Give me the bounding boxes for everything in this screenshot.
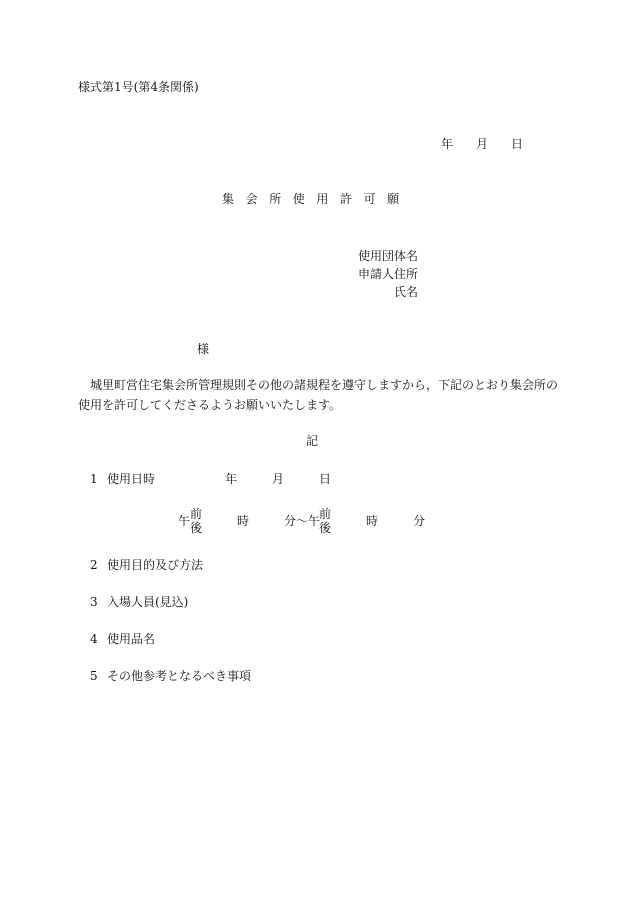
item1-number: 1 [90, 472, 98, 486]
title-char: 所 [269, 192, 282, 206]
item4-number: 4 [90, 632, 98, 646]
title-char: 可 [363, 192, 376, 206]
time-am-pm-stack2 [319, 507, 331, 535]
time-hour: 時 [237, 514, 250, 528]
form-number: 様式第1号(第4条関係) [78, 80, 199, 94]
title-char: 会 [245, 192, 258, 206]
title-char: 許 [339, 192, 352, 206]
item3-number: 3 [90, 595, 98, 609]
applicant-name-label: 氏名 [394, 285, 419, 299]
item1-label: 使用日時 [107, 472, 156, 486]
item2-label: 使用目的及び方法 [107, 558, 204, 572]
time-ato: 後 [190, 521, 203, 535]
title-char: 用 [316, 192, 329, 206]
time-zen: 前 [190, 507, 203, 521]
time-go2: 午 [308, 514, 321, 528]
time-am-pm-stack [190, 507, 202, 535]
time-zen2: 前 [319, 507, 332, 521]
body-text-line2: 使用を許可してくださるようお願いいたします。 [78, 398, 342, 412]
body-text-line1: 城里町営住宅集会所管理規則その他の諸規程を遵守しますから，下記のとおり集会所の [90, 378, 559, 392]
date-year: 年 [441, 137, 454, 151]
applicant-address-label: 申請人住所 [358, 267, 419, 281]
item1-year: 年 [225, 472, 238, 486]
item1-day: 日 [319, 472, 332, 486]
item1-month: 月 [272, 472, 285, 486]
item2-number: 2 [90, 558, 98, 572]
title-char: 願 [387, 192, 400, 206]
item4-label: 使用品名 [107, 632, 156, 646]
time-go: 午 [178, 514, 191, 528]
document-title [222, 192, 411, 206]
ki-heading: 記 [306, 434, 319, 448]
date-month: 月 [476, 137, 489, 151]
item5-number: 5 [90, 669, 98, 683]
date-day: 日 [511, 137, 524, 151]
time-minute-tilde: 分〜 [284, 514, 309, 528]
time-minute2: 分 [413, 514, 426, 528]
item5-label: その他参考となるべき事項 [107, 669, 252, 683]
time-hour2: 時 [366, 514, 379, 528]
addressee-suffix: 様 [197, 342, 210, 356]
item3-label: 入場人員(見込) [107, 595, 189, 609]
time-ato2: 後 [319, 521, 332, 535]
group-name-label: 使用団体名 [358, 249, 419, 263]
title-char: 使 [292, 192, 305, 206]
title-char: 集 [222, 192, 235, 206]
